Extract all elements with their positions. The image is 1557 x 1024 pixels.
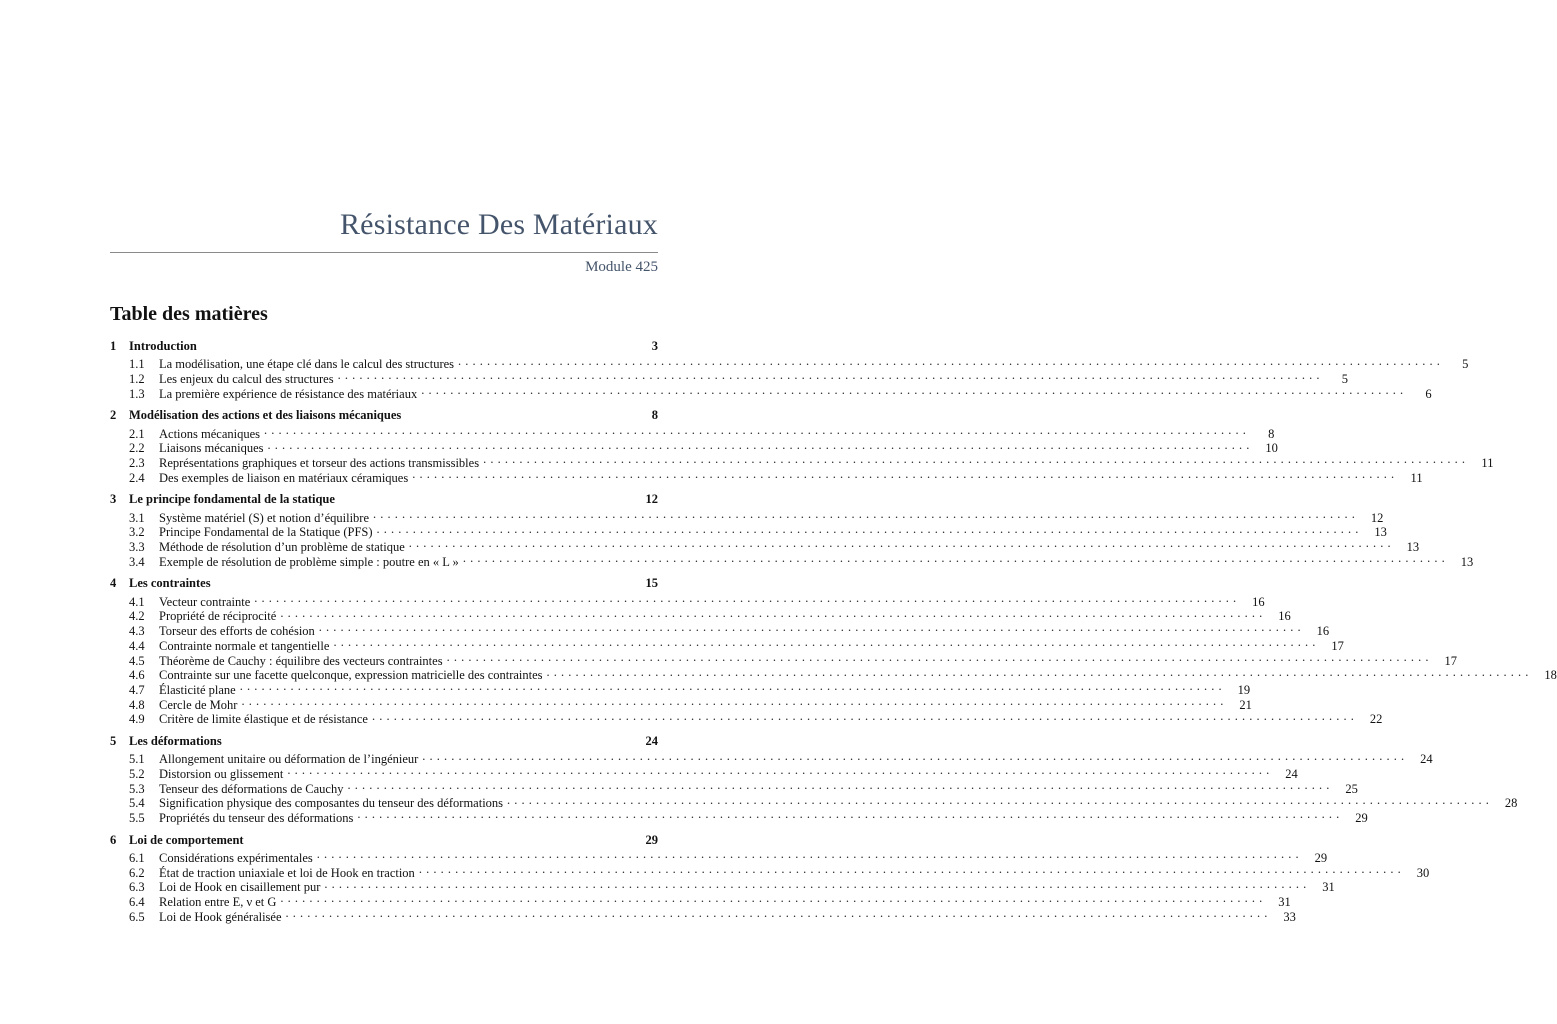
dot-leader [419, 862, 1401, 877]
subsection-page: 29 [1355, 811, 1368, 826]
subsection-page: 18 [1544, 668, 1557, 683]
subsection-title: Principe Fondamental de la Statique (PFS) [159, 525, 373, 540]
subsection-number: 6.1 [129, 850, 145, 865]
dot-leader [268, 438, 1250, 453]
subsection-page: 30 [1416, 865, 1430, 880]
subsection-number: 4.1 [129, 594, 145, 609]
section-title: Les contraintes [129, 576, 211, 591]
title-rule [110, 252, 658, 253]
dot-leader [483, 452, 1465, 467]
subsection-page: 28 [1504, 796, 1518, 811]
subsection-title: Les enjeux du calcul des structures [159, 372, 334, 387]
subsection-title: Liaisons mécaniques [159, 441, 264, 456]
subsection-title: Loi de Hook en cisaillement pur [159, 880, 321, 895]
section-page: 29 [645, 832, 658, 847]
section-number: 4 [110, 576, 117, 591]
section-number: 5 [110, 733, 117, 748]
subsection-title: Système matériel (S) et notion d’équilibre [159, 510, 370, 525]
dot-leader [372, 709, 1354, 724]
subsection-number: 3.4 [129, 554, 145, 569]
subsection-number: 6.3 [129, 880, 145, 895]
subsection-page: 19 [1237, 682, 1251, 697]
subsection-title: Cercle de Mohr [159, 697, 238, 712]
dot-leader [287, 763, 1269, 778]
toc-subsection-entry[interactable] [110, 591, 1265, 609]
toc-section-entry[interactable] [110, 833, 658, 848]
toc-subsection-entry[interactable] [110, 423, 1275, 441]
subsection-page: 8 [1268, 426, 1275, 441]
dot-leader [264, 423, 1246, 438]
subsection-number: 2.4 [129, 470, 145, 485]
toc-subsection-entry[interactable] [110, 847, 1328, 865]
subsection-title: Tenseur des déformations de Cauchy [159, 781, 344, 796]
dot-leader [458, 354, 1440, 369]
subsection-page: 31 [1322, 880, 1335, 895]
subsection-number: 1.1 [129, 357, 145, 372]
document-title: Résistance Des Matériaux [339, 208, 658, 241]
section-page: 24 [645, 733, 658, 748]
dot-leader [348, 778, 1330, 793]
subsection-number: 4.3 [129, 624, 145, 639]
subsection-title: Contrainte normale et tangentielle [159, 638, 330, 653]
dot-leader [338, 368, 1320, 383]
subsection-title: Relation entre E, ν et G [159, 895, 277, 910]
subsection-page: 12 [1370, 510, 1384, 525]
subsection-number: 1.3 [129, 386, 145, 401]
dot-leader [254, 591, 1236, 606]
subsection-number: 4.6 [129, 668, 145, 683]
dot-leader [447, 650, 1429, 665]
toc-section [110, 408, 1494, 485]
subsection-number: 3.1 [129, 510, 145, 525]
subsection-number: 6.5 [129, 909, 145, 924]
subsection-page: 16 [1278, 609, 1291, 624]
dot-leader [333, 635, 1315, 650]
subsection-page: 24 [1420, 752, 1433, 767]
subsection-title: Torseur des efforts de cohésion [159, 624, 315, 639]
section-title: Loi de comportement [129, 832, 244, 847]
dot-leader [547, 665, 1529, 680]
subsection-title: Distorsion ou glissement [159, 766, 284, 781]
dot-leader [286, 906, 1268, 921]
subsection-title: Allongement unitaire ou déformation de l’ingénieur [159, 752, 419, 767]
section-number: 3 [110, 492, 117, 507]
dot-leader [422, 749, 1404, 764]
subsection-page: 13 [1460, 554, 1474, 569]
section-page: 8 [651, 408, 658, 423]
subsection-title: La modélisation, une étape clé dans le calcul des structures [159, 357, 455, 372]
toc-section-entry[interactable] [110, 339, 658, 354]
dot-leader [240, 679, 1222, 694]
subsection-title: Loi de Hook généralisée [159, 909, 282, 924]
toc-section-entry[interactable] [110, 734, 658, 749]
toc-section [110, 339, 1469, 401]
subsection-title: Critère de limite élastique et de résistance [159, 712, 368, 727]
subsection-title: Contrainte sur une facette quelconque, expression matricielle des contraintes [159, 668, 543, 683]
section-page: 3 [651, 339, 658, 353]
dot-leader [357, 807, 1339, 822]
section-number: 1 [110, 339, 117, 353]
subsection-title: Actions mécaniques [159, 426, 261, 441]
subsection-page: 11 [1481, 456, 1494, 471]
dot-leader [280, 606, 1262, 621]
subsection-page: 5 [1341, 372, 1348, 387]
subsection-number: 4.9 [129, 712, 145, 727]
subsection-number: 5.3 [129, 781, 145, 796]
subsection-number: 6.4 [129, 895, 145, 910]
subsection-number: 5.2 [129, 766, 145, 781]
toc-section-entry[interactable] [110, 576, 658, 591]
subsection-number: 3.3 [129, 540, 145, 555]
toc-section-entry[interactable] [110, 408, 658, 423]
subsection-title: Exemple de résolution de problème simple : poutre en « L » [159, 554, 459, 569]
dot-leader [409, 536, 1391, 551]
subsection-title: État de traction uniaxiale et loi de Hook en traction [159, 865, 415, 880]
subsection-number: 4.4 [129, 638, 145, 653]
dot-leader [280, 891, 1262, 906]
dot-leader [317, 847, 1299, 862]
subsection-number: 1.2 [129, 372, 145, 387]
dot-leader [241, 694, 1223, 709]
subsection-title: Propriété de réciprocité [159, 609, 277, 624]
section-title: Le principe fondamental de la statique [129, 492, 335, 507]
subsection-title: Méthode de résolution d’un problème de statique [159, 540, 405, 555]
subsection-page: 31 [1278, 895, 1291, 910]
section-page: 15 [645, 576, 658, 591]
dot-leader [377, 522, 1359, 537]
subsection-title: Représentations graphiques et torseur des actions transmissibles [159, 456, 480, 471]
dot-leader [463, 551, 1445, 566]
subsection-number: 4.5 [129, 653, 145, 668]
dot-leader [412, 467, 1394, 482]
subsection-page: 25 [1345, 781, 1358, 796]
subsection-number: 2.1 [129, 426, 145, 441]
section-page: 12 [645, 492, 658, 507]
subsection-title: Considérations expérimentales [159, 850, 313, 865]
toc-section-entry[interactable] [110, 492, 658, 507]
dot-leader [319, 620, 1301, 635]
subsection-page: 21 [1239, 697, 1252, 712]
dot-leader [373, 507, 1355, 522]
toc-heading: Table des matières [110, 303, 268, 325]
subsection-page: 17 [1331, 638, 1344, 653]
subsection-page: 5 [1462, 357, 1469, 372]
toc-section [110, 492, 1474, 569]
subsection-page: 33 [1283, 909, 1296, 924]
subsection-number: 4.7 [129, 682, 145, 697]
toc-subsection-entry[interactable] [110, 749, 1433, 767]
subsection-page: 10 [1265, 441, 1278, 456]
dot-leader [507, 793, 1489, 808]
subsection-number: 2.3 [129, 456, 145, 471]
dot-leader [421, 383, 1403, 398]
section-title: Modélisation des actions et des liaisons mécaniques [129, 408, 402, 423]
subsection-number: 3.2 [129, 525, 145, 540]
subsection-page: 17 [1444, 653, 1457, 668]
subsection-number: 6.2 [129, 865, 145, 880]
section-number: 6 [110, 832, 117, 847]
toc-subsection-entry[interactable] [110, 354, 1469, 372]
subsection-page: 13 [1406, 540, 1420, 555]
subsection-page: 11 [1410, 470, 1423, 485]
toc-section [110, 733, 1518, 826]
subsection-title: Des exemples de liaison en matériaux céramiques [159, 470, 409, 485]
toc-section [110, 832, 1430, 924]
subsection-page: 13 [1374, 525, 1387, 540]
subsection-number: 5.5 [129, 811, 145, 826]
subsection-number: 5.4 [129, 796, 145, 811]
subsection-page: 16 [1252, 594, 1265, 609]
subsection-page: 24 [1285, 766, 1298, 781]
subsection-page: 6 [1425, 386, 1432, 401]
section-title: Introduction [129, 339, 197, 353]
section-title: Les déformations [129, 733, 222, 748]
subsection-number: 5.1 [129, 752, 145, 767]
subsection-page: 16 [1316, 624, 1330, 639]
document-subtitle: Module 425 [585, 259, 658, 275]
table-of-contents [110, 339, 1557, 931]
subsection-page: 22 [1369, 712, 1383, 727]
section-number: 2 [110, 408, 117, 423]
toc-section [110, 576, 1557, 727]
dot-leader [324, 877, 1306, 892]
subsection-title: Propriétés du tenseur des déformations [159, 811, 354, 826]
subsection-title: Théorème de Cauchy : équilibre des vecteurs contraintes [159, 653, 443, 668]
toc-subsection-entry[interactable] [110, 507, 1384, 525]
subsection-title: Signification physique des composantes du tenseur des déformations [159, 796, 504, 811]
subsection-title: Élasticité plane [159, 682, 236, 697]
subsection-number: 4.8 [129, 697, 145, 712]
subsection-title: Vecteur contrainte [159, 594, 251, 609]
subsection-number: 2.2 [129, 441, 145, 456]
subsection-number: 4.2 [129, 609, 145, 624]
subsection-page: 29 [1314, 850, 1328, 865]
subsection-title: La première expérience de résistance des matériaux [159, 386, 418, 401]
